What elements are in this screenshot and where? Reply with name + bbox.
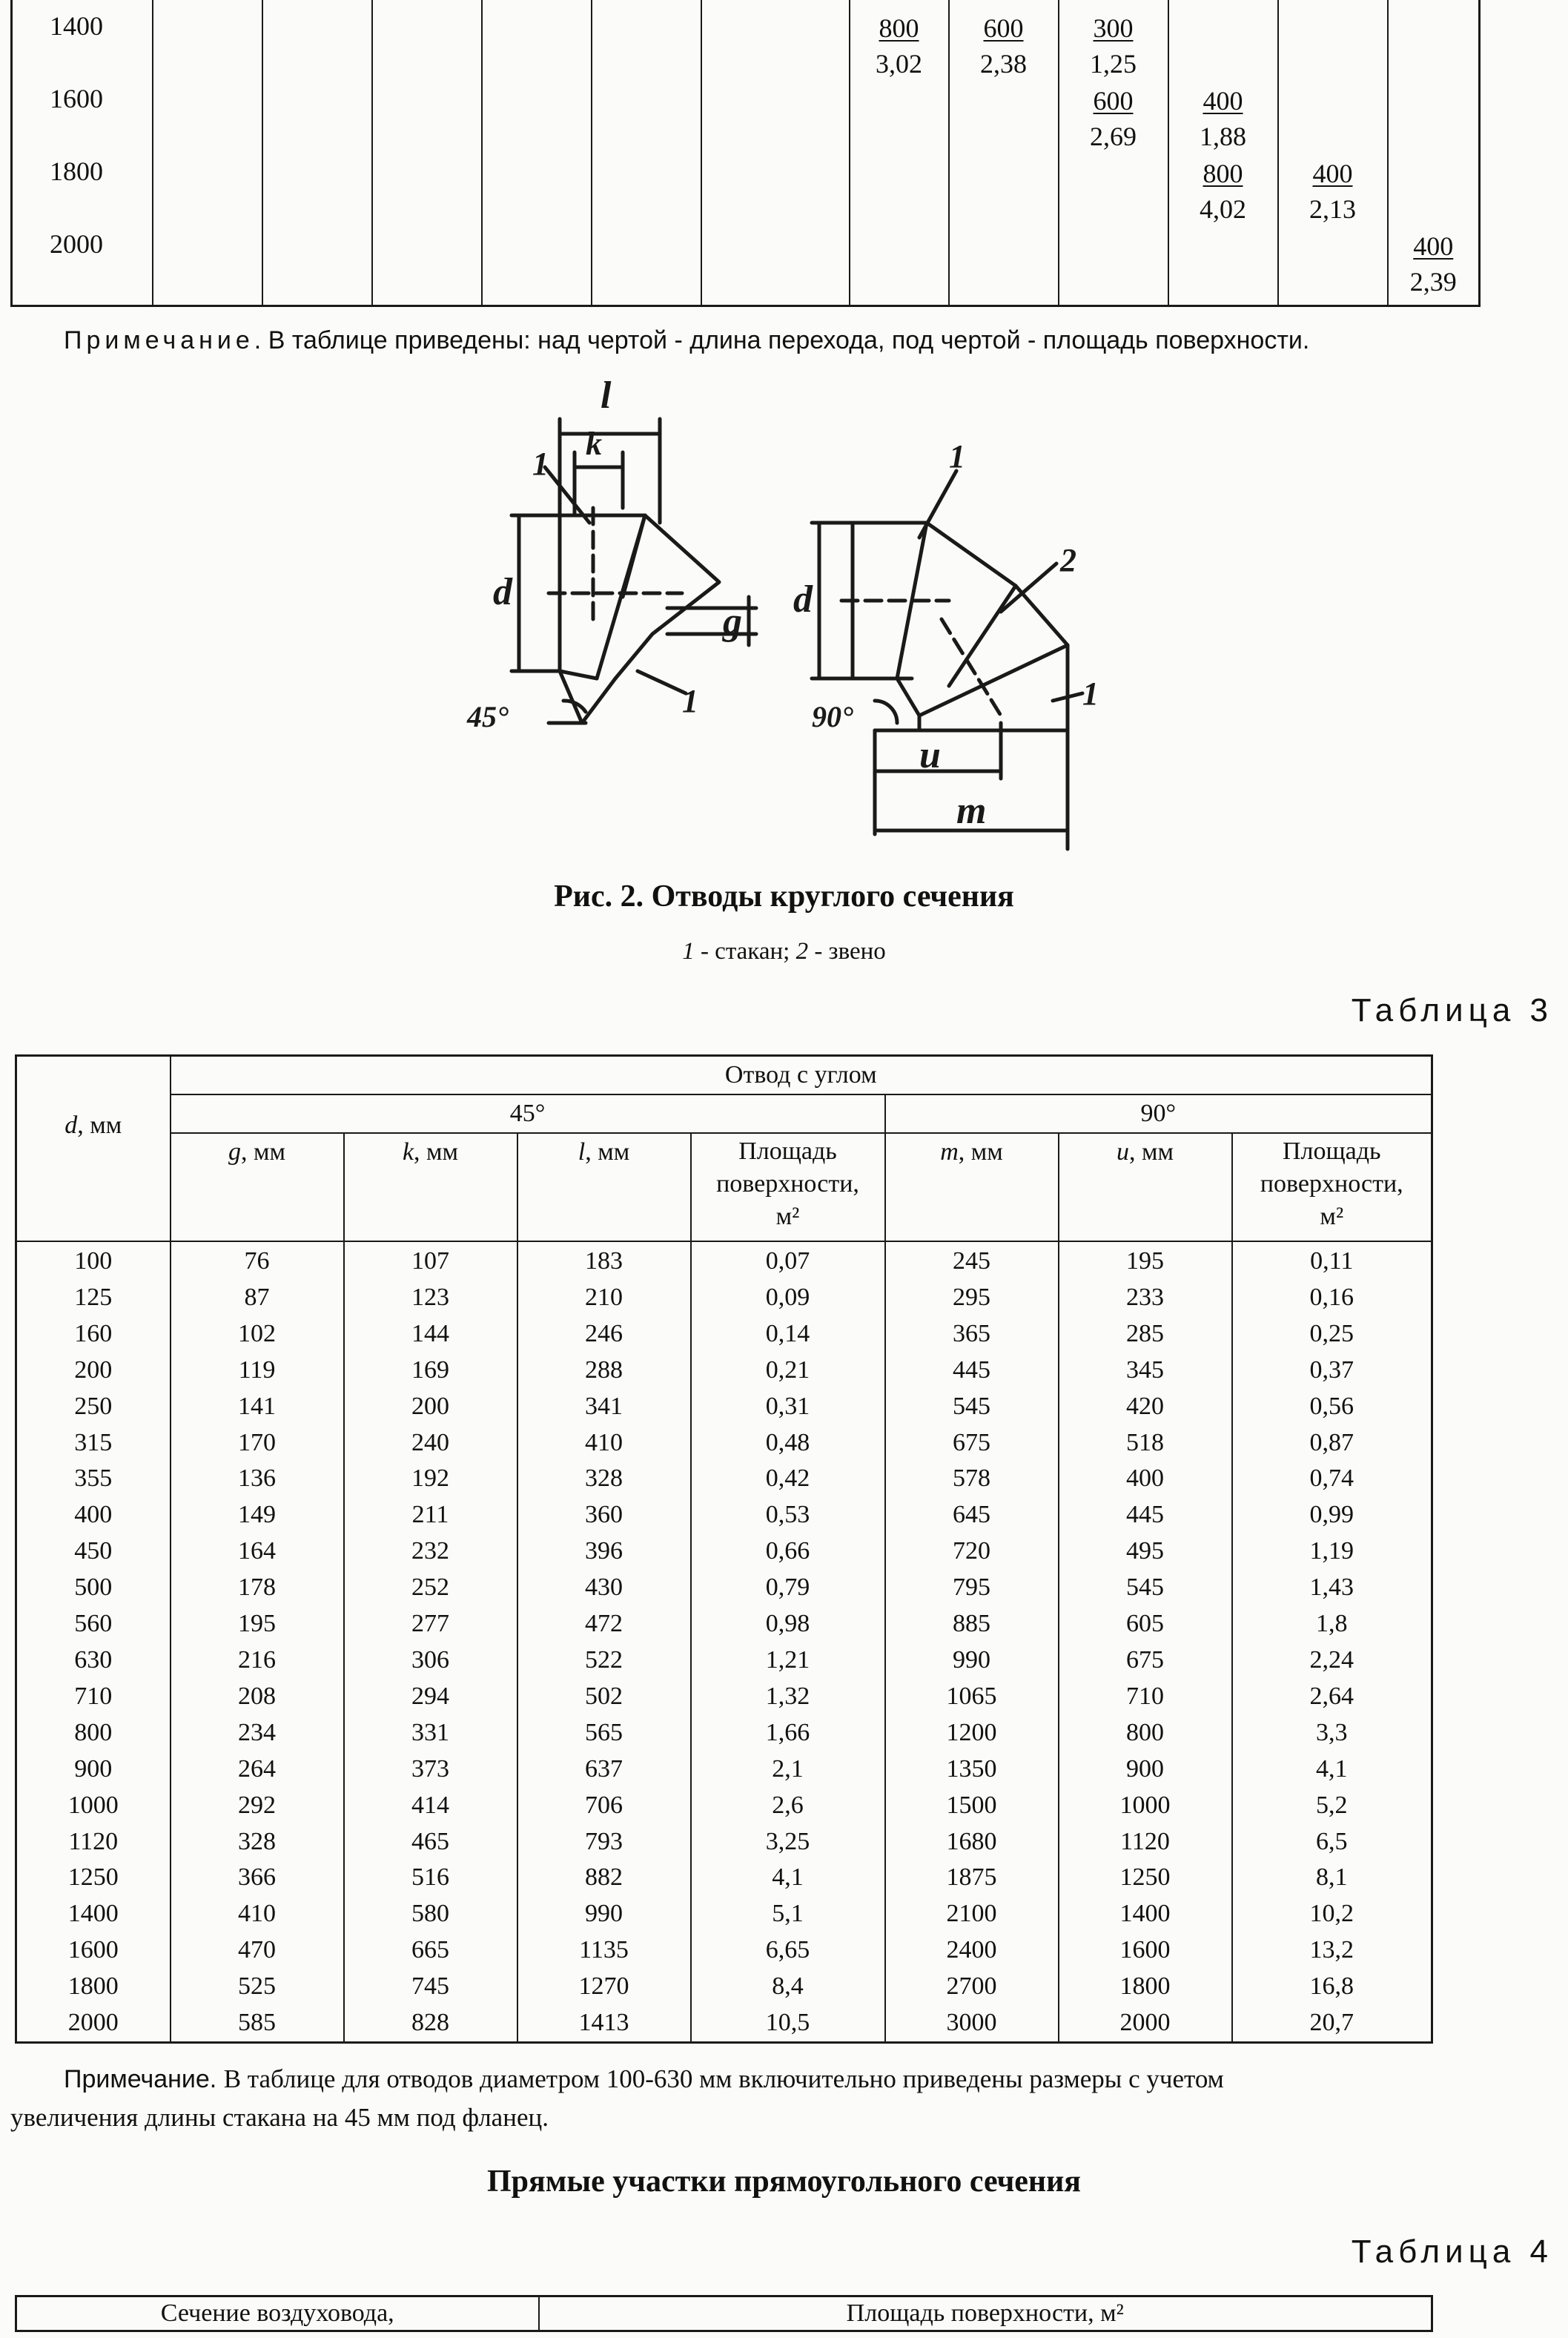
table-row (16, 1715, 1432, 1751)
fig-label-m: m (956, 790, 987, 832)
table-cell: 518 (1059, 1425, 1232, 1462)
table-cell: 141 (171, 1389, 344, 1425)
table-cell: 900 (16, 1751, 171, 1788)
table-cell: 793 (517, 1824, 691, 1860)
table-cell: 1,43 (1232, 1570, 1432, 1606)
table-row (16, 1570, 1432, 1606)
table-cell: 0,07 (691, 1241, 885, 1280)
table2-d-value: 1800 (50, 156, 103, 186)
elbow-90-drawing (812, 471, 1082, 849)
table-cell: 578 (885, 1461, 1059, 1497)
table2-fraction (1389, 228, 1479, 300)
fraction-area: 3,02 (876, 49, 922, 79)
table-row (16, 2005, 1432, 2042)
col-d: d, мм (16, 1056, 171, 1242)
table-cell: 13,2 (1232, 1932, 1432, 1969)
table-cell: 195 (1059, 1241, 1232, 1280)
table-cell: 1600 (1059, 1932, 1232, 1969)
figure-legend (0, 938, 1568, 965)
table-cell: 0,25 (1232, 1316, 1432, 1353)
table-cell: 645 (885, 1497, 1059, 1533)
fig-label-k: k (586, 426, 602, 462)
legend-1-text: - стакан; (694, 938, 796, 965)
table-cell: 414 (344, 1788, 517, 1824)
table-row (16, 1606, 1432, 1642)
table-row (16, 1461, 1432, 1497)
table-cell: 125 (16, 1280, 171, 1316)
table-cell: 605 (1059, 1606, 1232, 1642)
table-cell: 183 (517, 1241, 691, 1280)
fig-label-1-left-bottom: 1 (682, 683, 698, 719)
table-cell: 252 (344, 1570, 517, 1606)
table2-continuation (10, 0, 1481, 307)
table-cell: 665 (344, 1932, 517, 1969)
table-cell: 4,1 (1232, 1751, 1432, 1788)
table-cell: 195 (171, 1606, 344, 1642)
col-k: k, мм (344, 1133, 517, 1241)
elbow-drawing (437, 374, 1119, 879)
table4-label: Таблица 4 (1351, 2233, 1553, 2270)
table2-d-column (12, 0, 153, 306)
table-row (16, 1316, 1432, 1353)
fig-label-d-left: d (493, 571, 512, 613)
table-cell: 465 (344, 1824, 517, 1860)
col-l: l, мм (517, 1133, 691, 1241)
table-cell: 102 (171, 1316, 344, 1353)
fraction-area: 2,38 (980, 49, 1027, 79)
table2-column (850, 0, 949, 306)
table-cell: 250 (16, 1389, 171, 1425)
table-cell: 1,66 (691, 1715, 885, 1751)
fraction-area: 1,88 (1200, 122, 1246, 151)
header-90: 90° (885, 1094, 1432, 1133)
fraction-length: 300 (1093, 13, 1134, 43)
col-m: m, мм (885, 1133, 1059, 1241)
table-cell: 710 (16, 1679, 171, 1715)
table-cell: 800 (16, 1715, 171, 1751)
table-cell: 1200 (885, 1715, 1059, 1751)
table2-column (949, 0, 1059, 306)
col-u: u, мм (1059, 1133, 1232, 1241)
table-cell: 164 (171, 1533, 344, 1570)
table-cell: 328 (517, 1461, 691, 1497)
table2-d-value: 1600 (50, 84, 103, 113)
table-cell: 245 (885, 1241, 1059, 1280)
table-cell: 123 (344, 1280, 517, 1316)
table-cell: 1250 (1059, 1860, 1232, 1896)
table-cell: 0,66 (691, 1533, 885, 1570)
table-cell: 1800 (1059, 1969, 1232, 2005)
table-cell: 560 (16, 1606, 171, 1642)
table-cell: 2100 (885, 1896, 1059, 1932)
table-cell: 2000 (16, 2005, 171, 2042)
fraction-length: 400 (1203, 86, 1243, 116)
table-row (16, 1642, 1432, 1679)
table-cell: 1,32 (691, 1679, 885, 1715)
table-cell: 0,37 (1232, 1353, 1432, 1389)
table-cell: 240 (344, 1425, 517, 1462)
table-cell: 410 (171, 1896, 344, 1932)
table-cell: 545 (885, 1389, 1059, 1425)
table-cell: 1120 (16, 1824, 171, 1860)
table-cell: 0,16 (1232, 1280, 1432, 1316)
fraction-area: 2,39 (1409, 267, 1457, 297)
table-row (16, 1497, 1432, 1533)
table-cell: 1413 (517, 2005, 691, 2042)
table-cell: 885 (885, 1606, 1059, 1642)
table-row (16, 1353, 1432, 1389)
table-cell: 1120 (1059, 1824, 1232, 1860)
table-cell: 400 (1059, 1461, 1232, 1497)
table-cell: 246 (517, 1316, 691, 1353)
table-cell: 882 (517, 1860, 691, 1896)
table-cell: 800 (1059, 1715, 1232, 1751)
table-cell: 1350 (885, 1751, 1059, 1788)
table-cell: 2,6 (691, 1788, 885, 1824)
table-cell: 0,99 (1232, 1497, 1432, 1533)
table-cell: 107 (344, 1241, 517, 1280)
table-cell: 990 (517, 1896, 691, 1932)
fraction-area: 4,02 (1200, 194, 1246, 224)
col-area-45: Площадь поверхности, м² (691, 1133, 885, 1241)
table-cell: 516 (344, 1860, 517, 1896)
table-row (16, 1788, 1432, 1824)
table-cell: 277 (344, 1606, 517, 1642)
table-cell: 331 (344, 1715, 517, 1751)
table-cell: 400 (16, 1497, 171, 1533)
table-cell: 8,4 (691, 1969, 885, 2005)
table-cell: 232 (344, 1533, 517, 1570)
table-cell: 396 (517, 1533, 691, 1570)
table-cell: 445 (1059, 1497, 1232, 1533)
fraction-length: 600 (1093, 86, 1134, 116)
fig-label-u: u (919, 734, 941, 776)
table-cell: 2400 (885, 1932, 1059, 1969)
table-cell: 745 (344, 1969, 517, 2005)
table-cell: 420 (1059, 1389, 1232, 1425)
table-cell: 233 (1059, 1280, 1232, 1316)
table-cell: 3000 (885, 2005, 1059, 2042)
table-cell: 119 (171, 1353, 344, 1389)
fig-label-2: 2 (1060, 542, 1076, 578)
table-cell: 169 (344, 1353, 517, 1389)
fraction-length: 400 (1312, 159, 1353, 188)
fraction-area: 2,69 (1090, 122, 1137, 151)
fig-label-1-left-top: 1 (532, 446, 549, 482)
table-cell: 149 (171, 1497, 344, 1533)
table-cell: 675 (1059, 1642, 1232, 1679)
table-cell: 0,21 (691, 1353, 885, 1389)
table-cell: 500 (16, 1570, 171, 1606)
fig-label-90deg: 90° (812, 700, 853, 733)
table-cell: 706 (517, 1788, 691, 1824)
table-cell: 292 (171, 1788, 344, 1824)
table-cell: 20,7 (1232, 2005, 1432, 2042)
table2-note-label: Примечание (64, 326, 254, 354)
table-cell: 1065 (885, 1679, 1059, 1715)
table-cell: 234 (171, 1715, 344, 1751)
fraction-area: 2,13 (1309, 194, 1356, 224)
table-cell: 295 (885, 1280, 1059, 1316)
table2-note: Примечание. В таблице приведены: над чертой - длина перехода, под чертой - площадь поверхности. (64, 326, 1310, 354)
legend-2-text: - звено (808, 938, 886, 965)
table-cell: 990 (885, 1642, 1059, 1679)
table2-fraction (1279, 156, 1387, 227)
table-cell: 545 (1059, 1570, 1232, 1606)
table2-column (482, 0, 592, 306)
fraction-length: 600 (983, 13, 1024, 43)
table-cell: 795 (885, 1570, 1059, 1606)
table-cell: 1500 (885, 1788, 1059, 1824)
table-cell: 2,64 (1232, 1679, 1432, 1715)
table2-fraction (1059, 10, 1168, 82)
table-cell: 410 (517, 1425, 691, 1462)
table4-col-area: Площадь поверхности, м² (539, 2296, 1432, 2331)
table-cell: 0,31 (691, 1389, 885, 1425)
table-cell: 522 (517, 1642, 691, 1679)
table2-column (262, 0, 372, 306)
table-cell: 76 (171, 1241, 344, 1280)
fig-label-l: l (601, 374, 612, 417)
table-row (16, 1932, 1432, 1969)
table-cell: 328 (171, 1824, 344, 1860)
fig-label-g: g (723, 601, 742, 643)
table-cell: 0,09 (691, 1280, 885, 1316)
table-cell: 211 (344, 1497, 517, 1533)
table-cell: 720 (885, 1533, 1059, 1570)
table-cell: 585 (171, 2005, 344, 2042)
table-cell: 495 (1059, 1533, 1232, 1570)
table-cell: 1000 (16, 1788, 171, 1824)
table-cell: 200 (344, 1389, 517, 1425)
table-cell: 10,5 (691, 2005, 885, 2042)
table-cell: 1,19 (1232, 1533, 1432, 1570)
fraction-length: 800 (1203, 159, 1243, 188)
table-cell: 470 (171, 1932, 344, 1969)
table-cell: 1250 (16, 1860, 171, 1896)
table2-fraction (950, 10, 1058, 82)
table4 (15, 2295, 1433, 2332)
section-title: Прямые участки прямоугольного сечения (486, 2164, 1082, 2199)
table-cell: 525 (171, 1969, 344, 2005)
table2-column (1278, 0, 1388, 306)
table-cell: 1135 (517, 1932, 691, 1969)
table-cell: 5,2 (1232, 1788, 1432, 1824)
table-cell: 1000 (1059, 1788, 1232, 1824)
fig-label-45deg: 45° (467, 700, 509, 733)
table-cell: 3,25 (691, 1824, 885, 1860)
table-cell: 87 (171, 1280, 344, 1316)
table-row (16, 1679, 1432, 1715)
table-row (16, 1389, 1432, 1425)
table-cell: 315 (16, 1425, 171, 1462)
table-cell: 472 (517, 1606, 691, 1642)
table-cell: 1875 (885, 1860, 1059, 1896)
table-cell: 160 (16, 1316, 171, 1353)
table-cell: 1400 (1059, 1896, 1232, 1932)
table-cell: 365 (885, 1316, 1059, 1353)
table-cell: 828 (344, 2005, 517, 2042)
table-cell: 366 (171, 1860, 344, 1896)
table2-column (592, 0, 701, 306)
table-cell: 210 (517, 1280, 691, 1316)
table-cell: 216 (171, 1642, 344, 1679)
table-cell: 430 (517, 1570, 691, 1606)
fig-label-d-right: d (793, 578, 813, 621)
table-cell: 3,3 (1232, 1715, 1432, 1751)
table-cell: 6,65 (691, 1932, 885, 1969)
table-row (16, 1824, 1432, 1860)
table2-note-text: В таблице приведены: над чертой - длина перехода, под чертой - площадь поверхности. (268, 326, 1310, 354)
table-cell: 0,98 (691, 1606, 885, 1642)
table-cell: 200 (16, 1353, 171, 1389)
table-cell: 630 (16, 1642, 171, 1679)
table-row (16, 1280, 1432, 1316)
table2-fraction (1059, 83, 1168, 154)
table-cell: 565 (517, 1715, 691, 1751)
table-cell: 8,1 (1232, 1860, 1432, 1896)
table2-column (372, 0, 482, 306)
table-cell: 0,53 (691, 1497, 885, 1533)
table-cell: 0,87 (1232, 1425, 1432, 1462)
table-cell: 373 (344, 1751, 517, 1788)
table2-column (153, 0, 262, 306)
table-cell: 355 (16, 1461, 171, 1497)
legend-1-num: 1 (682, 938, 695, 965)
table-cell: 360 (517, 1497, 691, 1533)
table-cell: 1600 (16, 1932, 171, 1969)
table-cell: 1680 (885, 1824, 1059, 1860)
table-cell: 1,8 (1232, 1606, 1432, 1642)
figure-caption: Рис. 2. Отводы круглого сечения (554, 879, 1014, 914)
table2-fraction (1169, 83, 1277, 154)
table-row (16, 1425, 1432, 1462)
table-cell: 294 (344, 1679, 517, 1715)
table2-column (1388, 0, 1480, 306)
header-45: 45° (171, 1094, 885, 1133)
header-group: Отвод с углом (171, 1056, 1432, 1095)
table-row (16, 1860, 1432, 1896)
table-cell: 341 (517, 1389, 691, 1425)
table-cell: 10,2 (1232, 1896, 1432, 1932)
table-cell: 170 (171, 1425, 344, 1462)
col-g: g, мм (171, 1133, 344, 1241)
table-cell: 208 (171, 1679, 344, 1715)
fraction-length: 400 (1413, 231, 1454, 261)
table-cell: 2,24 (1232, 1642, 1432, 1679)
table-cell: 0,74 (1232, 1461, 1432, 1497)
table-cell: 178 (171, 1570, 344, 1606)
table-cell: 0,56 (1232, 1389, 1432, 1425)
table2-d-value: 1400 (50, 11, 103, 41)
table-cell: 100 (16, 1241, 171, 1280)
table-row (16, 1896, 1432, 1932)
table-cell: 1270 (517, 1969, 691, 2005)
table-cell: 264 (171, 1751, 344, 1788)
table-cell: 450 (16, 1533, 171, 1570)
table-cell: 5,1 (691, 1896, 885, 1932)
table-cell: 710 (1059, 1679, 1232, 1715)
table-cell: 637 (517, 1751, 691, 1788)
table-cell: 2700 (885, 1969, 1059, 2005)
table-cell: 16,8 (1232, 1969, 1432, 2005)
fig-label-1-right-top: 1 (949, 438, 965, 475)
table-cell: 136 (171, 1461, 344, 1497)
table-cell: 6,5 (1232, 1824, 1432, 1860)
table-cell: 502 (517, 1679, 691, 1715)
table3-note: Примечание. В таблице для отводов диаметром 100-630 мм включительно приведены размеры с учетом (64, 2064, 1224, 2093)
table-cell: 0,42 (691, 1461, 885, 1497)
table-cell: 580 (344, 1896, 517, 1932)
table-cell: 192 (344, 1461, 517, 1497)
legend-2-num: 2 (795, 938, 809, 965)
table3-note-label: Примечание (64, 2065, 210, 2093)
table3 (15, 1054, 1433, 2044)
fig-label-1-right: 1 (1082, 676, 1099, 712)
table-cell: 445 (885, 1353, 1059, 1389)
table3-label: Таблица 3 (1351, 992, 1553, 1028)
table3-note-cont: увеличения длины стакана на 45 мм под фланец. (10, 2103, 549, 2132)
table-cell: 1,21 (691, 1642, 885, 1679)
col-area-90: Площадь поверхности, м² (1232, 1133, 1432, 1241)
table-cell: 0,48 (691, 1425, 885, 1462)
table-cell: 0,14 (691, 1316, 885, 1353)
table-row (16, 1533, 1432, 1570)
table2-fraction (1169, 156, 1277, 227)
table-cell: 0,79 (691, 1570, 885, 1606)
table-cell: 4,1 (691, 1860, 885, 1896)
table-cell: 306 (344, 1642, 517, 1679)
table-cell: 0,11 (1232, 1241, 1432, 1280)
table2-column (1059, 0, 1168, 306)
table-cell: 2,1 (691, 1751, 885, 1788)
table-cell: 900 (1059, 1751, 1232, 1788)
table2-column (701, 0, 850, 306)
table4-col-section: Сечение воздуховода, (16, 2296, 539, 2331)
table-cell: 1800 (16, 1969, 171, 2005)
fraction-length: 800 (879, 13, 919, 43)
table-row (16, 1241, 1432, 1280)
table-cell: 345 (1059, 1353, 1232, 1389)
table-cell: 2000 (1059, 2005, 1232, 2042)
table-cell: 288 (517, 1353, 691, 1389)
table2-fraction (850, 10, 948, 82)
table3-note-line1: В таблице для отводов диаметром 100-630 мм включительно приведены размеры с учетом (223, 2064, 1224, 2093)
table-row (16, 1751, 1432, 1788)
fraction-area: 1,25 (1090, 49, 1137, 79)
table-row (16, 1969, 1432, 2005)
table-cell: 1400 (16, 1896, 171, 1932)
table2-d-value: 2000 (50, 229, 103, 259)
table-cell: 675 (885, 1425, 1059, 1462)
table-cell: 144 (344, 1316, 517, 1353)
table2-column (1168, 0, 1278, 306)
table-cell: 285 (1059, 1316, 1232, 1353)
